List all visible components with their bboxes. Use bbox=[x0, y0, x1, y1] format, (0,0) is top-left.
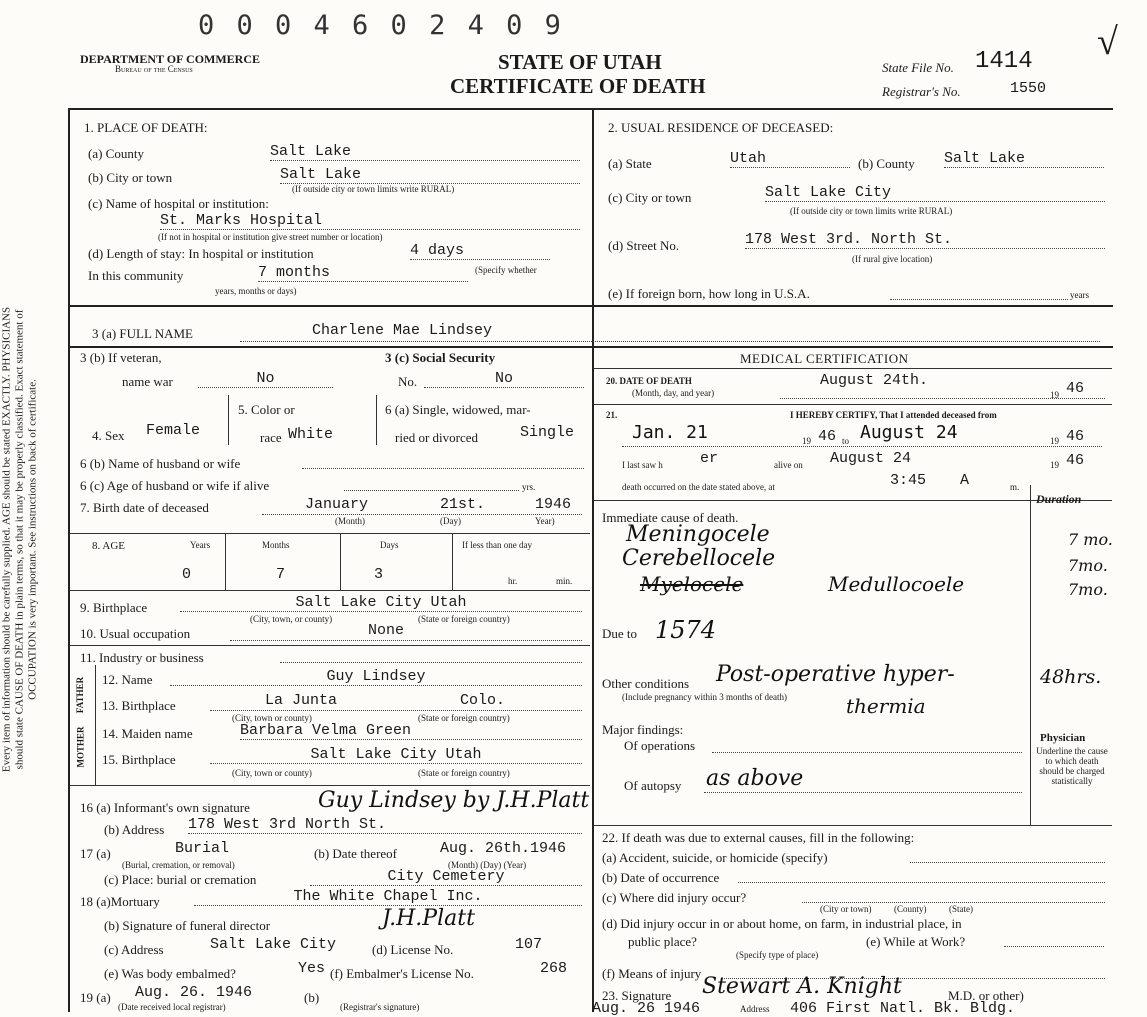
work-line bbox=[1004, 946, 1104, 947]
stay-label: (d) Length of stay: In hospital or institution bbox=[88, 246, 314, 261]
mortuary-address-value: Salt Lake City bbox=[210, 936, 337, 953]
residence-heading: 2. USUAL RESIDENCE OF DECEASED: bbox=[608, 120, 834, 135]
med-line-3 bbox=[594, 500, 1112, 501]
father-label: FATHER bbox=[75, 676, 86, 714]
res-state-value: Utah bbox=[730, 150, 850, 168]
occurrence-line bbox=[738, 882, 1105, 883]
occupation-label: 10. Usual occupation bbox=[80, 626, 191, 641]
injury-where-note: (City or town) (County) (State) bbox=[820, 904, 973, 914]
mortuary-address-label: (c) Address bbox=[104, 942, 164, 957]
death-am: A bbox=[960, 472, 970, 489]
cause-3-struck: Myelocele bbox=[640, 572, 744, 596]
age-days-header: Days bbox=[380, 540, 399, 550]
state-file-label: State File No. bbox=[882, 60, 954, 75]
duration-3: 7mo. bbox=[1068, 580, 1108, 599]
to-19: 19 bbox=[1050, 436, 1059, 446]
father-name-value: Guy Lindsey bbox=[170, 668, 582, 686]
marital-value: Single bbox=[520, 424, 575, 441]
duration-2: 7mo. bbox=[1068, 556, 1108, 575]
frame-left bbox=[68, 108, 70, 1012]
burial-date-label: (b) Date thereof bbox=[314, 846, 398, 861]
side-instructions bbox=[1, 65, 40, 1015]
age-col-2 bbox=[340, 533, 341, 590]
funeral-director-signature: J.H.Platt bbox=[382, 906, 475, 931]
sex-col-2 bbox=[376, 395, 377, 445]
ext-line bbox=[594, 825, 1112, 826]
father-name-label: 12. Name bbox=[102, 672, 153, 687]
father-birthplace-state: Colo. bbox=[460, 692, 506, 709]
means-label: (f) Means of injury bbox=[602, 966, 702, 981]
last-saw-label: I last saw h bbox=[622, 460, 663, 470]
bottom-address-label: Address bbox=[740, 1004, 770, 1014]
cause-3: Medullocoele bbox=[828, 572, 965, 596]
last-19: 19 bbox=[1050, 460, 1059, 470]
item-21-label: 21. bbox=[606, 410, 618, 420]
husband-age-line bbox=[344, 490, 519, 491]
injury-home-label: (d) Did injury occur in or about home, on farm, in industrial place, in bbox=[602, 916, 962, 931]
date-of-death-19: 19 bbox=[1050, 390, 1059, 400]
father-birthplace-label: 13. Birthplace bbox=[102, 698, 176, 713]
husband-name-label: 6 (b) Name of husband or wife bbox=[80, 456, 241, 471]
state-title: STATE OF UTAH bbox=[498, 50, 662, 74]
mortuary-value: The White Chapel Inc. bbox=[194, 888, 582, 906]
burial-place-label: (c) Place: burial or cremation bbox=[104, 872, 257, 887]
parents-top-line bbox=[70, 645, 590, 646]
age-months-value: 7 bbox=[276, 566, 286, 583]
community-value: 7 months bbox=[258, 264, 468, 282]
funeral-director-label: (b) Signature of funeral director bbox=[104, 918, 271, 933]
county-label: (a) County bbox=[88, 146, 144, 161]
while-at-work-label: (e) While at Work? bbox=[866, 934, 966, 949]
med-head-line bbox=[594, 368, 1112, 369]
last-saw-date: August 24 bbox=[830, 450, 912, 467]
immediate-cause-label: Immediate cause of death. bbox=[602, 510, 739, 525]
occupation-line bbox=[230, 640, 582, 641]
last-saw-h: er bbox=[700, 450, 719, 467]
age-years-value: 0 bbox=[182, 566, 192, 583]
to-label: to bbox=[842, 436, 850, 446]
frame-middle bbox=[592, 108, 594, 1012]
informant-signature: Guy Lindsey by J.H.Platt bbox=[318, 788, 590, 813]
day-label: (Day) bbox=[440, 516, 461, 526]
foreign-born-label: (e) If foreign born, how long in U.S.A. bbox=[608, 286, 810, 301]
age-label: 8. AGE bbox=[92, 540, 125, 552]
date-of-death-line bbox=[780, 398, 1105, 399]
parents-bottom-line bbox=[70, 785, 590, 786]
res-city-label: (c) City or town bbox=[608, 190, 692, 205]
mother-state-note: (State or foreign country) bbox=[418, 768, 510, 778]
father-state-note: (State or foreign country) bbox=[418, 713, 510, 723]
due-to-label: Due to bbox=[602, 626, 638, 641]
specify-note: (Specify whether bbox=[475, 265, 537, 275]
registrar-date-value: Aug. 26. 1946 bbox=[135, 984, 253, 1001]
attended-from: Jan. 21 bbox=[632, 422, 708, 443]
external-causes-heading: 22. If death was due to external causes, fill in the following: bbox=[602, 830, 915, 845]
specify-note-2: years, months or days) bbox=[215, 286, 297, 296]
medical-certification-heading: MEDICAL CERTIFICATION bbox=[740, 351, 909, 366]
embalmed-value: Yes bbox=[298, 960, 326, 977]
year-label: Year) bbox=[535, 516, 555, 526]
registrar-label: Registrar's No. bbox=[882, 84, 961, 99]
autopsy-line bbox=[704, 792, 1022, 793]
race-value: White bbox=[288, 426, 334, 443]
age-col-3 bbox=[452, 533, 453, 590]
birth-day: 21st. bbox=[440, 496, 486, 513]
from-year: 46 bbox=[818, 428, 837, 445]
burial-value: Burial bbox=[175, 840, 230, 857]
war-label: name war bbox=[122, 374, 173, 389]
city-label: (b) City or town bbox=[88, 170, 173, 185]
department-title: DEPARTMENT OF COMMERCE bbox=[80, 52, 261, 66]
side-line-3: OCCUPATION is very important. See instructions on back of certificate. bbox=[26, 379, 39, 700]
res-city-value: Salt Lake City bbox=[765, 184, 1105, 202]
duration-1: 7 mo. bbox=[1068, 530, 1113, 549]
marital-label: 6 (a) Single, widowed, mar- bbox=[385, 402, 531, 417]
other-duration: 48hrs. bbox=[1040, 666, 1102, 688]
father-birthplace-line bbox=[210, 710, 582, 711]
registrar-date-note: (Date received local registrar) bbox=[118, 1002, 226, 1012]
res-county-value: Salt Lake bbox=[944, 150, 1104, 168]
age-months-header: Months bbox=[262, 540, 290, 550]
res-street-value: 178 West 3rd. North St. bbox=[745, 231, 1105, 249]
birthplace-note-2: (State or foreign country) bbox=[418, 614, 510, 624]
side-line-2: should state CAUSE OF DEATH in plain terms, so that it may be properly classified. Exact statement of bbox=[13, 309, 26, 770]
full-name-line bbox=[240, 341, 1100, 342]
father-city-note: (City, town or county) bbox=[232, 713, 312, 723]
full-name-label: 3 (a) FULL NAME bbox=[92, 326, 193, 341]
informant-address-value: 178 West 3rd North St. bbox=[188, 816, 582, 834]
section-divider-1 bbox=[68, 305, 1113, 307]
embalmed-label: (e) Was body embalmed? bbox=[104, 966, 236, 981]
certify-text: I HEREBY CERTIFY, That I attended deceased from bbox=[790, 410, 997, 420]
husband-name-line bbox=[302, 468, 584, 469]
date-of-death-label: 20. DATE OF DEATH bbox=[606, 376, 692, 386]
industry-line bbox=[280, 662, 582, 663]
accident-label: (a) Accident, suicide, or homicide (specify) bbox=[602, 850, 828, 865]
date-of-death-value: August 24th. bbox=[820, 372, 929, 389]
serial-number: 0 0 0 4 6 0 2 4 0 9 bbox=[198, 10, 564, 41]
injury-where-label: (c) Where did injury occur? bbox=[602, 890, 747, 905]
place-of-death-heading: 1. PLACE OF DEATH: bbox=[84, 120, 208, 135]
death-time: 3:45 bbox=[890, 472, 927, 489]
physician-signature: Stewart A. Knight bbox=[702, 974, 902, 999]
bottom-address-value: 406 First Natl. Bk. Bldg. bbox=[790, 1000, 1016, 1017]
birth-date-line bbox=[262, 514, 582, 515]
license-label: (d) License No. bbox=[372, 942, 454, 957]
city-value: Salt Lake bbox=[280, 166, 580, 184]
mother-city-note: (City, town or county) bbox=[232, 768, 312, 778]
mother-birthplace-value: Salt Lake City Utah bbox=[210, 746, 582, 764]
major-findings-label: Major findings: bbox=[602, 722, 684, 737]
social-security-label: 3 (c) Social Security bbox=[385, 350, 496, 365]
duration-col bbox=[1030, 485, 1031, 825]
frame-top bbox=[68, 108, 1113, 110]
marital-label-2: ried or divorced bbox=[395, 430, 479, 445]
other-conditions-label: Other conditions bbox=[602, 676, 690, 691]
sex-label: 4. Sex bbox=[92, 428, 125, 443]
full-name-value: Charlene Mae Lindsey bbox=[312, 322, 493, 339]
war-value: No bbox=[198, 370, 333, 388]
maiden-name-value: Barbara Velma Green bbox=[240, 722, 582, 740]
years-label: years bbox=[1070, 290, 1089, 300]
mother-label: MOTHER bbox=[75, 726, 86, 768]
name-divider bbox=[68, 346, 1113, 348]
alive-on-label: alive on bbox=[774, 460, 803, 470]
race-label: race bbox=[260, 430, 282, 445]
age-years-header: Years bbox=[190, 540, 211, 550]
bottom-date: Aug. 26 1946 bbox=[592, 1000, 701, 1017]
occurrence-label: (b) Date of occurrence bbox=[602, 870, 720, 885]
age-top-line bbox=[70, 533, 590, 534]
birth-year: 1946 bbox=[535, 496, 572, 513]
hr-label: hr. bbox=[508, 576, 518, 586]
md-label: M.D. or other) bbox=[948, 988, 1024, 1003]
public-place-label: public place? bbox=[628, 934, 697, 949]
occurred-label: death occurred on the date stated above, at bbox=[622, 482, 775, 492]
autopsy-label: Of autopsy bbox=[624, 778, 682, 793]
due-to-value: 1574 bbox=[655, 616, 717, 644]
other-conditions-value-2: thermia bbox=[846, 694, 926, 718]
other-conditions-value: Post-operative hyper- bbox=[716, 662, 955, 687]
community-label: In this community bbox=[88, 268, 184, 283]
date-of-death-note: (Month, day, and year) bbox=[632, 388, 715, 398]
parents-vertical bbox=[95, 665, 96, 785]
ss-no-label: No. bbox=[398, 374, 418, 389]
date-of-death-year: 46 bbox=[1066, 380, 1085, 397]
age-col-1 bbox=[225, 533, 226, 590]
birthplace-note-1: (City, town, or county) bbox=[250, 614, 333, 624]
cause-2: Cerebellocele bbox=[622, 546, 776, 571]
cause-1: Meningocele bbox=[626, 522, 770, 547]
attended-line bbox=[622, 446, 1102, 447]
injury-where-line bbox=[802, 902, 1105, 903]
maiden-name-label: 14. Maiden name bbox=[102, 726, 193, 741]
res-state-label: (a) State bbox=[608, 156, 652, 171]
hospital-note: (If not in hospital or institution give street number or location) bbox=[158, 232, 383, 242]
mother-birthplace-label: 15. Birthplace bbox=[102, 752, 176, 767]
side-line-1: Every item of information should be carefully supplied. AGE should be stated EXACTLY. PHYSICIANS bbox=[0, 306, 13, 773]
accident-line bbox=[910, 862, 1105, 863]
county-value: Salt Lake bbox=[270, 143, 580, 161]
duration-header: Duration bbox=[1036, 492, 1082, 506]
burial-place-value: City Cemetery bbox=[310, 868, 582, 886]
death-m: m. bbox=[1010, 482, 1020, 492]
month-label: (Month) bbox=[335, 516, 365, 526]
age-days-value: 3 bbox=[374, 566, 384, 583]
registrar-date-label: 19 (a) bbox=[80, 990, 111, 1005]
yrs-label: yrs. bbox=[522, 482, 536, 492]
bureau-title: Bureau of the Census bbox=[115, 64, 193, 74]
attended-to: August 24 bbox=[860, 422, 958, 443]
last-year: 46 bbox=[1066, 452, 1085, 469]
burial-date-value: Aug. 26th.1946 bbox=[440, 840, 567, 857]
birthplace-value: Salt Lake City Utah bbox=[180, 594, 582, 612]
informant-address-label: (b) Address bbox=[104, 822, 165, 837]
place-type-note: (Specify type of place) bbox=[736, 950, 819, 960]
occupation-value: None bbox=[368, 622, 405, 639]
state-file-number: 1414 bbox=[975, 48, 1033, 75]
embalmer-license-label: (f) Embalmer's License No. bbox=[330, 966, 474, 981]
embalmer-license-value: 268 bbox=[540, 960, 568, 977]
stay-value: 4 days bbox=[410, 242, 550, 260]
industry-label: 11. Industry or business bbox=[80, 650, 204, 665]
res-street-note: (If rural give location) bbox=[852, 254, 933, 264]
veteran-label: 3 (b) If veteran, bbox=[80, 350, 162, 365]
burial-date-note: (Month) (Day) (Year) bbox=[448, 860, 527, 870]
husband-age-label: 6 (c) Age of husband or wife if alive bbox=[80, 478, 270, 493]
registrar-sig-note: (Registrar's signature) bbox=[340, 1002, 420, 1012]
sex-value: Female bbox=[146, 422, 201, 439]
res-street-label: (d) Street No. bbox=[608, 238, 680, 253]
hospital-label: (c) Name of hospital or institution: bbox=[88, 196, 269, 211]
certificate-title: CERTIFICATE OF DEATH bbox=[450, 74, 706, 98]
birthplace-label: 9. Birthplace bbox=[80, 600, 148, 615]
med-line-2 bbox=[594, 404, 1112, 405]
foreign-born-line bbox=[890, 299, 1068, 300]
operations-label: Of operations bbox=[624, 738, 696, 753]
license-value: 107 bbox=[515, 936, 543, 953]
mortuary-label: 18 (a)Mortuary bbox=[80, 894, 160, 909]
res-city-note: (If outside city or town limits write RURAL) bbox=[790, 206, 953, 216]
operations-line bbox=[712, 752, 1022, 753]
informant-label: 16 (a) Informant's own signature bbox=[80, 800, 250, 815]
pregnancy-note: (Include pregnancy within 3 months of death) bbox=[622, 692, 787, 702]
less-than-day-header: If less than one day bbox=[462, 540, 532, 550]
signature-label: 23. Signature bbox=[602, 988, 672, 1003]
hospital-value: St. Marks Hospital bbox=[160, 212, 580, 230]
physician-note: Underline the cause to which death should be charged statistically bbox=[1036, 746, 1108, 786]
autopsy-value: as above bbox=[706, 766, 804, 791]
physician-label: Physician bbox=[1040, 732, 1086, 744]
birth-date-label: 7. Birth date of deceased bbox=[80, 500, 209, 515]
ss-value: No bbox=[424, 370, 584, 388]
min-label: min. bbox=[556, 576, 573, 586]
color-label: 5. Color or bbox=[238, 402, 295, 417]
from-19: 19 bbox=[802, 436, 811, 446]
city-note: (If outside city or town limits write RURAL) bbox=[292, 184, 455, 194]
birth-month: January bbox=[305, 496, 369, 513]
to-year: 46 bbox=[1066, 428, 1085, 445]
registrar-number: 1550 bbox=[1010, 80, 1047, 97]
father-birthplace-city: La Junta bbox=[265, 692, 338, 709]
registrar-b-label: (b) bbox=[304, 990, 320, 1005]
age-bottom-line bbox=[70, 590, 590, 591]
res-county-label: (b) County bbox=[858, 156, 915, 171]
burial-note: (Burial, cremation, or removal) bbox=[122, 860, 235, 870]
sex-col-1 bbox=[228, 395, 229, 445]
check-mark: √ bbox=[1097, 21, 1118, 63]
burial-17a-label: 17 (a) bbox=[80, 846, 111, 861]
